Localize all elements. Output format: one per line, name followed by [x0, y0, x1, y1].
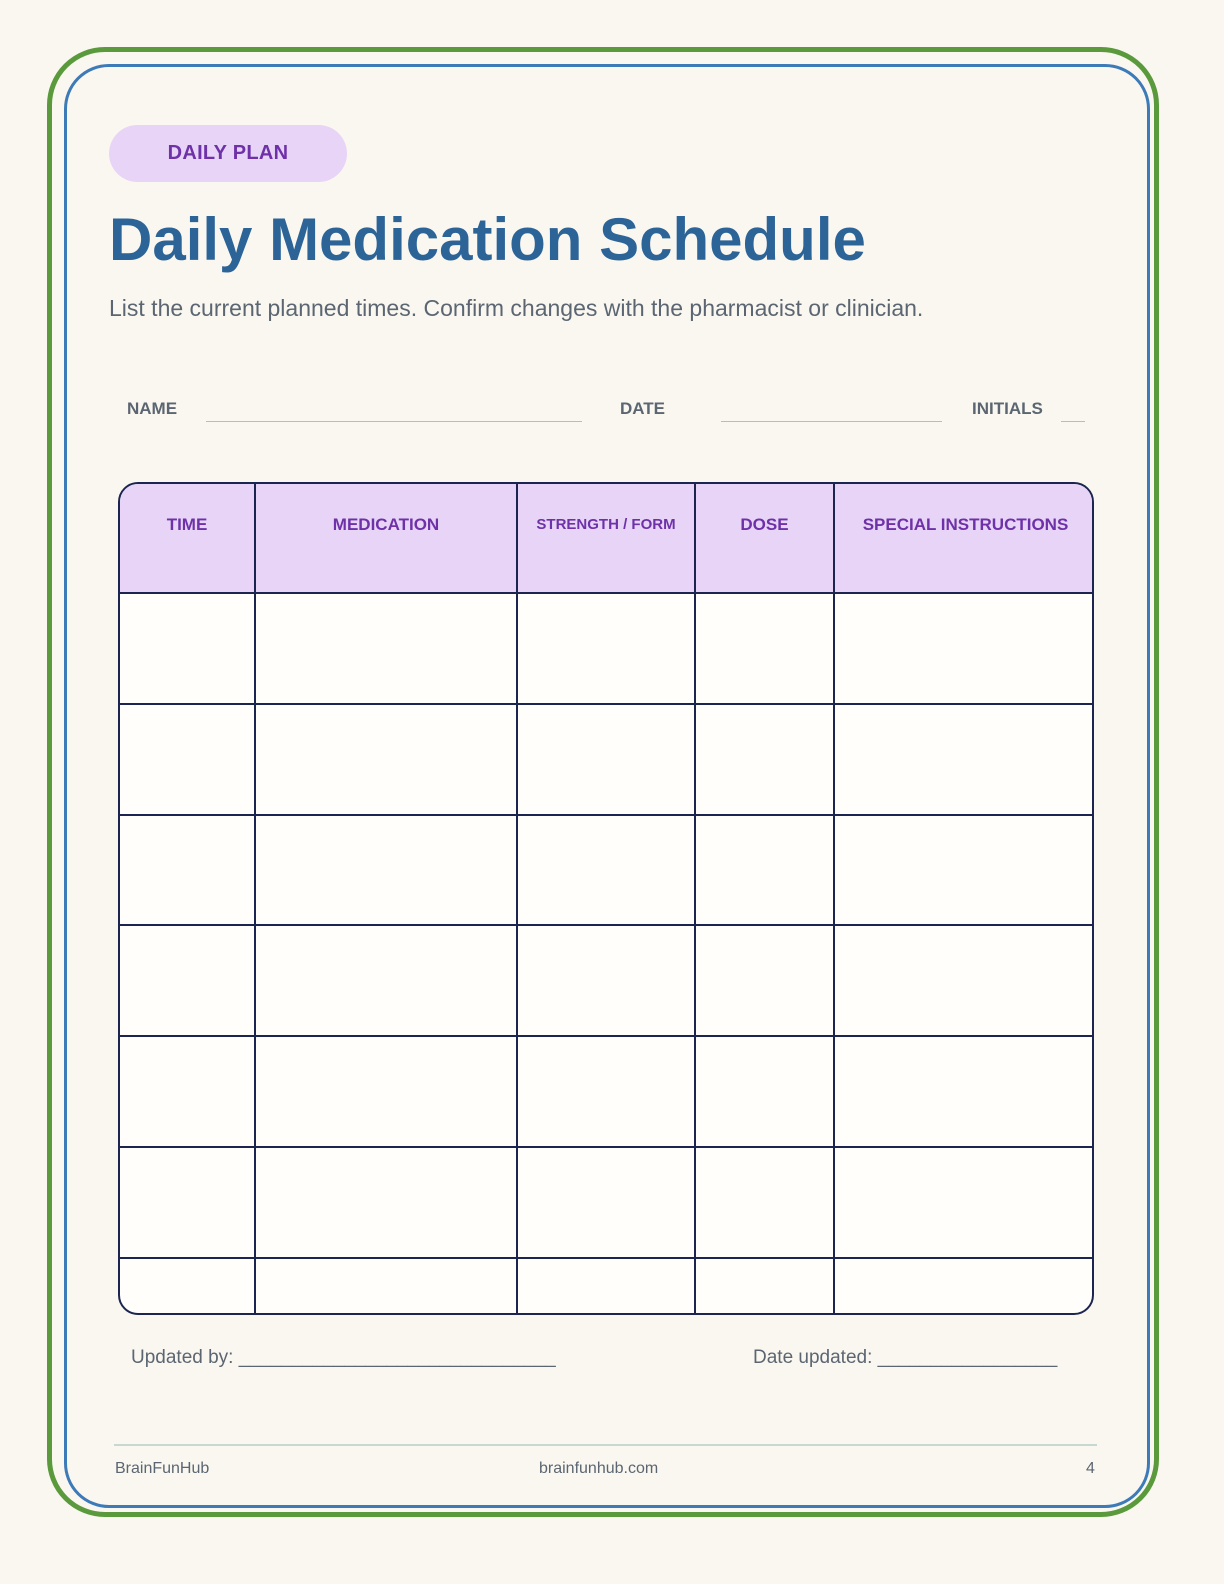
table-row — [120, 1258, 1094, 1313]
table-row — [120, 704, 1094, 815]
medication-cell[interactable] — [255, 593, 517, 704]
medication-cell[interactable] — [255, 1258, 517, 1313]
strength-form-cell[interactable] — [517, 925, 695, 1036]
special-instructions-cell[interactable] — [834, 925, 1094, 1036]
medication-cell[interactable] — [255, 704, 517, 815]
initials-field-line[interactable] — [1061, 421, 1085, 422]
medication-cell[interactable] — [255, 925, 517, 1036]
date-label: DATE — [620, 399, 666, 418]
time-cell[interactable] — [120, 1258, 255, 1313]
special-instructions-cell[interactable] — [834, 815, 1094, 926]
time-cell[interactable] — [120, 593, 255, 704]
table-row — [120, 925, 1094, 1036]
updated-by-field[interactable]: Updated by: ______________________________ — [131, 1347, 556, 1368]
page-number: 4 — [1086, 1460, 1095, 1477]
page-subtitle: List the current planned times. Confirm changes with the pharmacist or clinician. — [109, 295, 924, 321]
time-cell[interactable] — [120, 1036, 255, 1147]
page-title: Daily Medication Schedule — [109, 206, 866, 273]
dose-cell[interactable] — [695, 1258, 834, 1313]
time-cell[interactable] — [120, 1147, 255, 1258]
name-label: NAME — [127, 399, 178, 418]
dose-cell[interactable] — [695, 593, 834, 704]
medication-cell[interactable] — [255, 1036, 517, 1147]
table-header-row — [120, 484, 1094, 593]
table-row — [120, 815, 1094, 926]
special-instructions-cell[interactable] — [834, 1258, 1094, 1313]
time-cell[interactable] — [120, 815, 255, 926]
medication-cell[interactable] — [255, 815, 517, 926]
date-updated-field[interactable]: Date updated: _________________ — [753, 1347, 1058, 1368]
name-field-line[interactable] — [206, 421, 582, 422]
dose-cell[interactable] — [695, 704, 834, 815]
column-header-strength-form: STRENGTH / FORM — [517, 484, 695, 593]
medication-schedule-table — [118, 482, 1094, 1315]
daily-plan-badge: DAILY PLAN — [109, 125, 347, 182]
dose-cell[interactable] — [695, 1147, 834, 1258]
column-header-medication: MEDICATION — [255, 484, 517, 593]
strength-form-cell[interactable] — [517, 1147, 695, 1258]
date-field-line[interactable] — [721, 421, 942, 422]
special-instructions-cell[interactable] — [834, 1147, 1094, 1258]
footer-website: brainfunhub.com — [539, 1460, 659, 1477]
strength-form-cell[interactable] — [517, 1036, 695, 1147]
column-header-dose: DOSE — [695, 484, 834, 593]
strength-form-cell[interactable] — [517, 815, 695, 926]
special-instructions-cell[interactable] — [834, 1036, 1094, 1147]
table-row — [120, 593, 1094, 704]
strength-form-cell[interactable] — [517, 593, 695, 704]
dose-cell[interactable] — [695, 925, 834, 1036]
special-instructions-cell[interactable] — [834, 593, 1094, 704]
medication-cell[interactable] — [255, 1147, 517, 1258]
special-instructions-cell[interactable] — [834, 704, 1094, 815]
footer-divider — [114, 1444, 1097, 1446]
footer-brand: BrainFunHub — [115, 1460, 210, 1477]
column-header-special-instructions: SPECIAL INSTRUCTIONS — [834, 484, 1094, 593]
column-header-time: TIME — [120, 484, 255, 593]
dose-cell[interactable] — [695, 1036, 834, 1147]
strength-form-cell[interactable] — [517, 704, 695, 815]
table-row — [120, 1147, 1094, 1258]
strength-form-cell[interactable] — [517, 1258, 695, 1313]
initials-label: INITIALS — [972, 399, 1043, 418]
time-cell[interactable] — [120, 925, 255, 1036]
table-row — [120, 1036, 1094, 1147]
time-cell[interactable] — [120, 704, 255, 815]
dose-cell[interactable] — [695, 815, 834, 926]
